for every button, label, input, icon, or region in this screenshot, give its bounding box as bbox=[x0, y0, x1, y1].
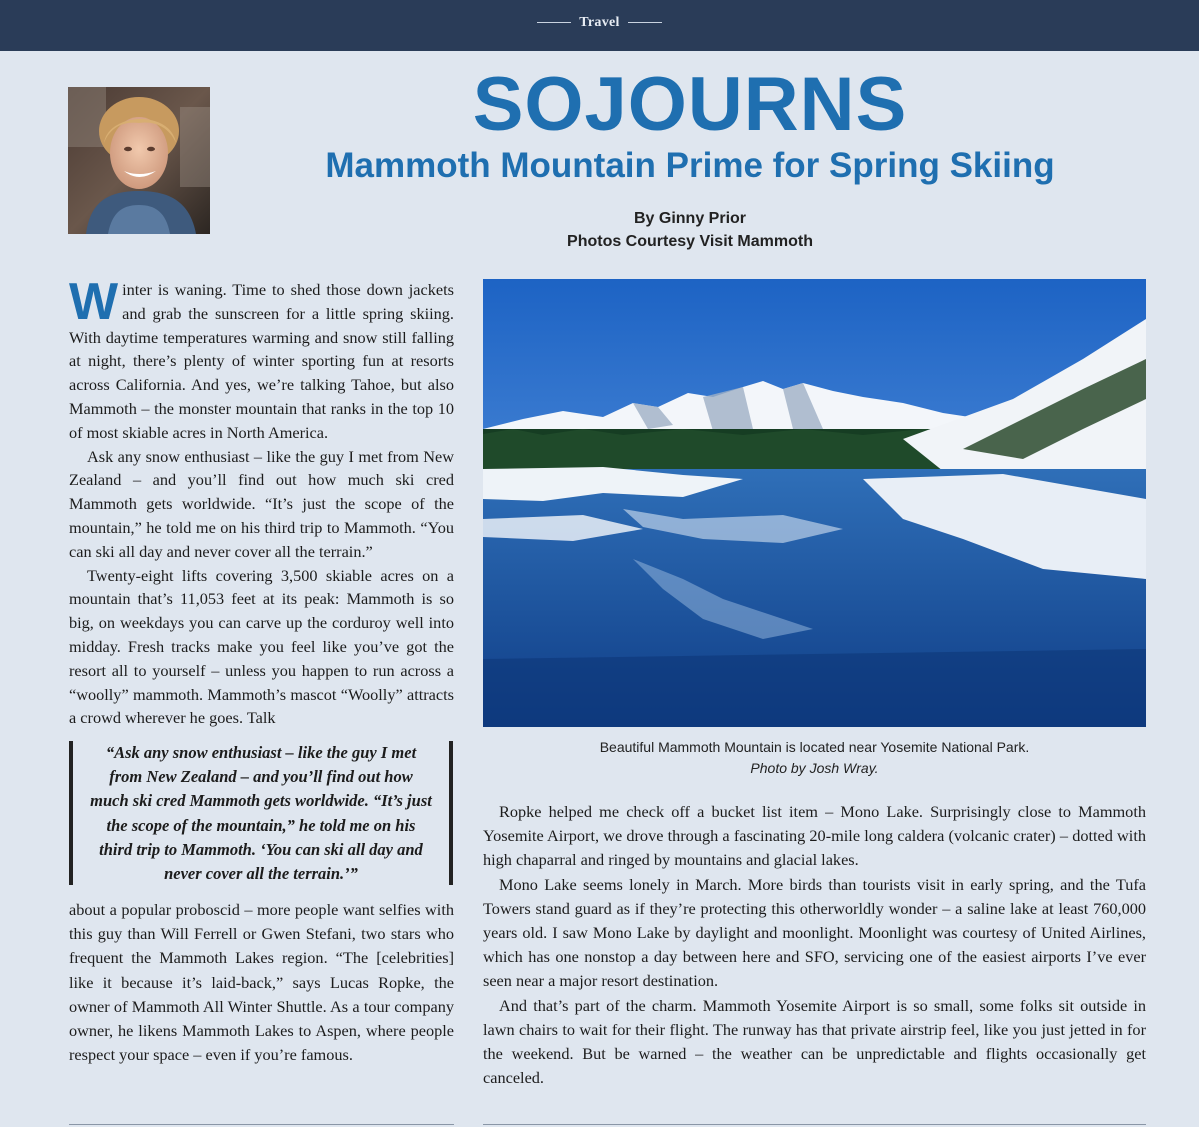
footer-rule-right bbox=[483, 1124, 1146, 1125]
author-byline: By Ginny Prior bbox=[633, 210, 747, 227]
caption-text: Beautiful Mammoth Mountain is located near Yosemite National Park. bbox=[599, 739, 1030, 755]
pull-quote: “Ask any snow enthusiast – like the guy I met from New Zealand – and you’ll find out how much ski cred Mammoth gets worldwide. “It’s just the scope of the mountain,” he told me on his third trip to Mammoth. ‘You can ski all day and never cover all the terrain.’” bbox=[69, 741, 453, 885]
section-rule-right bbox=[628, 22, 662, 23]
section-label bbox=[537, 15, 661, 31]
article-column-right bbox=[483, 800, 1146, 1090]
mammoth-mountain-photo bbox=[483, 279, 1146, 727]
article-paragraph: Ask any snow enthusiast – like the guy I met from New Zealand – and you’ll find out how much ski cred Mammoth gets worldwide. “It’s just the scope of the mountain,” he told me on his third trip to Mammoth. “You can ski all day and never cover all the terrain.” bbox=[69, 446, 454, 561]
article-paragraph: Mono Lake seems lonely in March. More birds than tourists visit in early spring, and the Tufa Towers stand guard as if they’re protecting this otherworldly wonder – a saline lake at least 760,000 years old. I saw Mono Lake by daylight and moonlight. Moonlight was courtesy of United Airlines, which has one nonstop a day between here and SFO, servicing one of the easiest airports I’ve ever seen near a major resort destination. bbox=[483, 874, 1146, 991]
masthead bbox=[240, 62, 1140, 186]
caption-credit: Photo by Josh Wray. bbox=[750, 760, 879, 776]
photo-credit-line: Photos Courtesy Visit Mammoth bbox=[567, 233, 813, 250]
byline-block bbox=[240, 207, 1140, 253]
article-column-left bbox=[69, 273, 454, 730]
landscape-image bbox=[483, 279, 1146, 727]
top-banner bbox=[0, 0, 1199, 51]
author-portrait bbox=[68, 87, 210, 234]
photo-caption bbox=[483, 737, 1146, 779]
page-title: SOJOURNS bbox=[472, 62, 908, 147]
section-rule-left bbox=[537, 22, 571, 23]
author-portrait-image bbox=[68, 87, 210, 234]
page-subtitle: Mammoth Mountain Prime for Spring Skiing bbox=[325, 146, 1055, 185]
paragraph-text: inter is waning. Time to shed those down jackets and grab the sunscreen for a little spring skiing. With daytime temperatures warming and snow still falling at night, there’s plenty of winter sporting fun at resorts across California. And yes, we’re talking Tahoe, but also Mammoth – the monster mountain that ranks in the top 10 of most skiable acres in North America. bbox=[69, 280, 454, 442]
article-paragraph: Twenty-eight lifts covering 3,500 skiable acres on a mountain that’s 11,053 feet at its peak: Mammoth is so big, on weekdays you can carve up the corduroy well into midday. Fresh tracks make you feel like you’ve got the resort all to yourself – unless you happen to run across a “woolly” mammoth. Mammoth’s mascot “Woolly” attracts a crowd wherever he goes. Talk bbox=[69, 565, 454, 728]
article-paragraph: And that’s part of the charm. Mammoth Yosemite Airport is so small, some folks sit outside in lawn chairs to wait for their flight. The runway has that private airstrip feel, like you just jetted in for the weekend. But be warned – the weather can be unpredictable and flights occasionally get canceled. bbox=[483, 995, 1146, 1088]
article-paragraph: about a popular proboscid – more people want selfies with this guy than Will Ferrell or Gwen Stefani, two stars who frequent the Mammoth Lakes region. “The [celebrities] like it because it’s laid-back,” says Lucas Ropke, the owner of Mammoth All Winter Shuttle. As a tour company owner, he likens Mammoth Lakes to Aspen, where people respect your space – even if you’re famous. bbox=[69, 900, 454, 1065]
article-paragraph bbox=[69, 273, 454, 445]
article-column-left-continued bbox=[69, 898, 454, 1067]
section-name: Travel bbox=[579, 14, 620, 30]
article-paragraph: Ropke helped me check off a bucket list item – Mono Lake. Surprisingly close to Mammoth Yosemite Airport, we drove through a fascinating 20-mile long caldera (volcanic crater) – dotted with high chaparral and ringed by mountains and glacial lakes. bbox=[483, 802, 1146, 870]
drop-cap: W bbox=[69, 273, 119, 331]
footer-rule-left bbox=[69, 1124, 454, 1125]
